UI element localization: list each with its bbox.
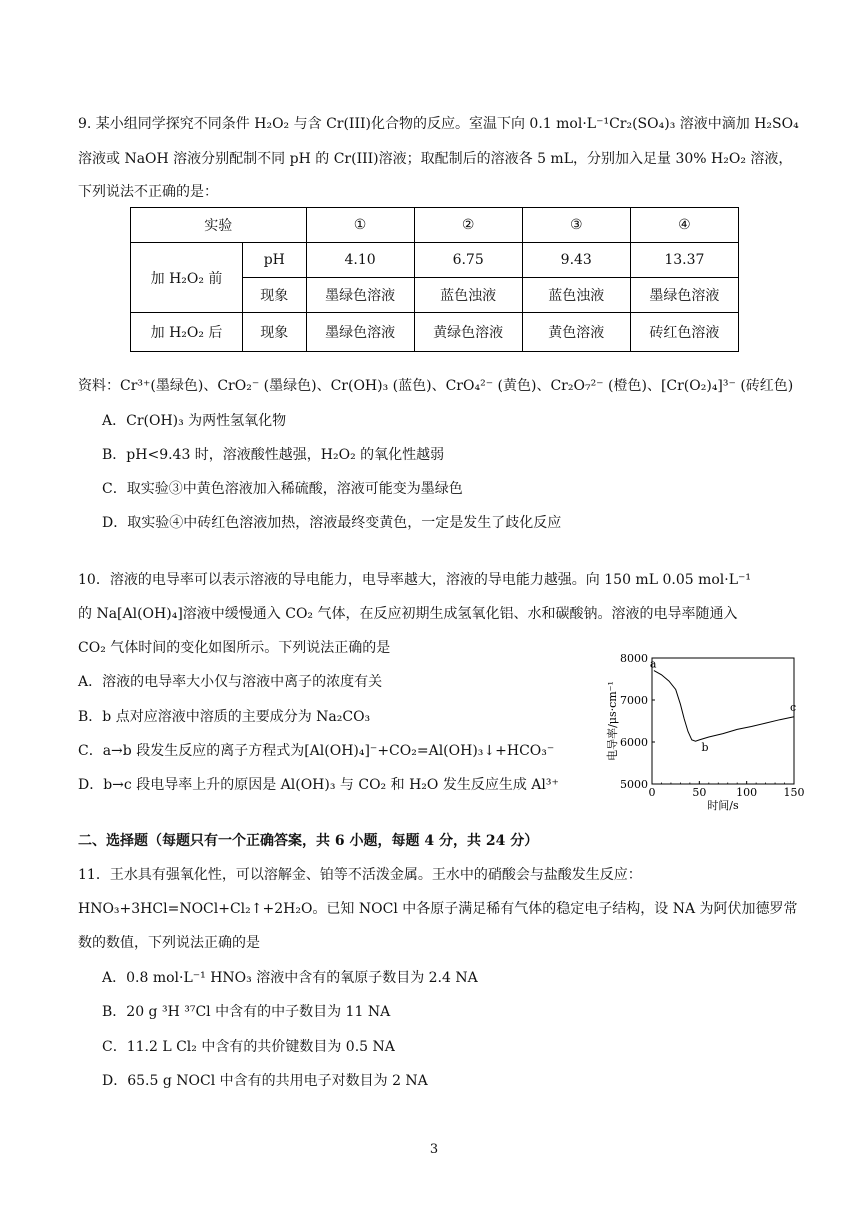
q10-option-d: D．b→c 段电导率上升的原因是 Al(OH)₃ 与 CO₂ 和 H₂O 发生反应生成 Al³⁺ [78,777,559,793]
section-2-heading: 二、选择题（每题只有一个正确答案，共 6 小题，每题 4 分，共 24 分） [78,833,539,849]
q9-option-c: C．取实验③中黄色溶液加入稀硫酸，溶液可能变为墨绿色 [102,481,463,497]
table-cell: 4.10 [306,243,414,278]
table-cell: 墨绿色溶液 [630,278,738,313]
table-cell: 6.75 [414,243,522,278]
chart-marks [650,658,796,755]
chart-axes [605,652,805,812]
point-label-c: c [790,700,797,714]
x-tick-label: 150 [783,786,805,799]
row-label-before: 加 H₂O₂ 前 [131,243,243,313]
y-tick-label: 7000 [620,694,648,707]
q11-stem-line-2: HNO₃+3HCl=NOCl+Cl₂↑+2H₂O。已知 NOCl 中各原子满足稀有气体的稳定电子结构，设 NA 为阿伏加德罗常 [78,901,798,917]
q9-stem-line-1: 9. 某小组同学探究不同条件 H₂O₂ 与含 Cr(III)化合物的反应。室温下向 0.1 mol·L⁻¹Cr₂(SO₄)₃ 溶液中滴加 H₂SO₄ [78,116,799,132]
y-tick-label: 8000 [620,652,648,665]
q10-stem-line-1: 10．溶液的电导率可以表示溶液的导电能力，电导率越大，溶液的导电能力越强。向 150 mL 0.05 mol·L⁻¹ [78,572,752,588]
point-label-b: b [701,741,709,755]
table-cell: 蓝色浊液 [522,278,630,313]
row-label-phenomenon: 现象 [243,278,306,313]
table-header-1: ① [306,208,414,243]
table-row [131,313,739,352]
table-row [131,243,739,278]
q9-stem-line-2: 溶液或 NaOH 溶液分别配制不同 pH 的 Cr(III)溶液；取配制后的溶液各 5 mL，分别加入足量 30% H₂O₂ 溶液， [78,151,793,167]
q11-option-a: A．0.8 mol·L⁻¹ HNO₃ 溶液中含有的氧原子数目为 2.4 NA [102,970,478,986]
table-cell: 墨绿色溶液 [306,313,414,352]
table-cell: 13.37 [630,243,738,278]
page-number: 3 [429,1142,439,1157]
table-cell: 9.43 [522,243,630,278]
row-label-after: 加 H₂O₂ 后 [131,313,243,352]
x-tick-label: 100 [736,786,758,799]
q11-option-c: C．11.2 L Cl₂ 中含有的共价键数目为 0.5 NA [102,1039,395,1055]
table-header-3: ③ [522,208,630,243]
q9-option-a: A．Cr(OH)₃ 为两性氢氧化物 [102,413,287,429]
y-tick-label: 6000 [620,736,648,749]
row-label-ph: pH [243,243,306,278]
conductivity-chart [602,650,814,812]
table-cell: 蓝色浊液 [414,278,522,313]
q9-stem-line-3: 下列说法不正确的是： [78,184,218,200]
point-label-a: a [649,657,657,671]
table-header-2: ② [414,208,522,243]
q10-option-a: A．溶液的电导率大小仅与溶液中离子的浓度有关 [78,674,383,690]
table-cell: 黄色溶液 [522,313,630,352]
q9-option-b: B．pH<9.43 时，溶液酸性越强，H₂O₂ 的氧化性越弱 [102,447,445,463]
q11-option-d: D．65.5 g NOCl 中含有的共用电子对数目为 2 NA [102,1073,428,1089]
x-axis-label: 时间/s [707,799,739,812]
q9-option-d: D．取实验④中砖红色溶液加热，溶液最终变黄色，一定是发生了歧化反应 [102,515,562,531]
q11-option-b: B．20 g ³H ³⁷Cl 中含有的中子数目为 11 NA [102,1004,391,1020]
x-tick-label: 0 [648,786,656,799]
q11-stem-line-3: 数的数值，下列说法正确的是 [78,935,260,951]
y-tick-label: 5000 [620,778,648,791]
table-row [131,208,739,243]
q10-stem-line-2: 的 Na[Al(OH)₄]溶液中缓慢通入 CO₂ 气体，在反应初期生成氢氧化铝、水和碳酸钠。溶液的电导率随通入 [78,606,738,622]
row-label-phenomenon: 现象 [243,313,306,352]
table-header-4: ④ [630,208,738,243]
table-cell: 黄绿色溶液 [414,313,522,352]
q10-option-c: C．a→b 段发生反应的离子方程式为[Al(OH)₄]⁻+CO₂=Al(OH)₃↓+HCO₃⁻ [78,743,555,759]
q11-stem-line-1: 11．王水具有强氧化性，可以溶解金、铂等不活泼金属。王水中的硝酸会与盐酸发生反应： [78,867,642,883]
conductivity-line [654,671,797,742]
table-cell: 墨绿色溶液 [306,278,414,313]
y-axis-label: 电导率/μs·cm⁻¹ [606,681,619,761]
table-cell: 砖红色溶液 [630,313,738,352]
experiment-table [130,207,739,352]
x-tick-label: 50 [692,786,707,799]
q9-info: 资料：Cr³⁺(墨绿色)、CrO₂⁻ (墨绿色)、Cr(OH)₃ (蓝色)、CrO₄²⁻ (黄色)、Cr₂O₇²⁻ (橙色)、[Cr(O₂)₄]³⁻ (砖红色) [78,378,794,394]
table-header-experiment: 实验 [131,208,307,243]
q10-option-b: B．b 点对应溶液中溶质的主要成分为 Na₂CO₃ [78,709,371,725]
q10-stem-line-3: CO₂ 气体时间的变化如图所示。下列说法正确的是 [78,640,391,656]
